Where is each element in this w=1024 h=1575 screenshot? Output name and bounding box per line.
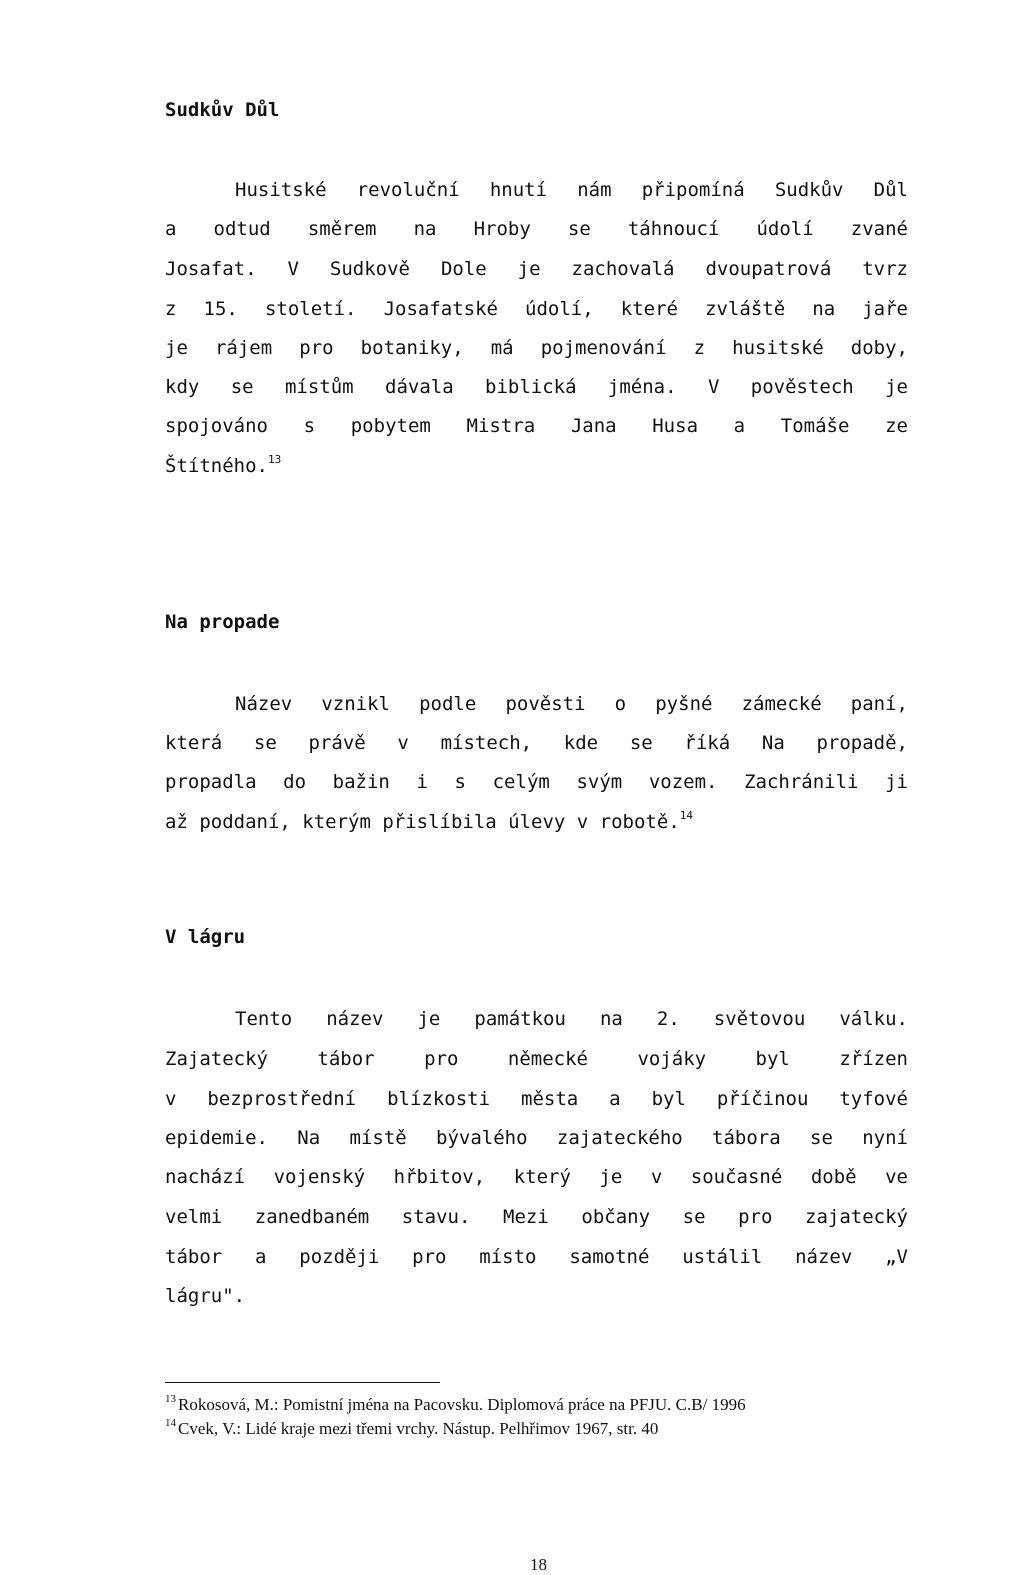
paragraph-line-text: Štítného. (165, 455, 268, 477)
paragraph-line-last (165, 454, 908, 478)
footnote-text: Cvek, V.: Lidé kraje mezi třemi vrchy. Nástup. Pelhřimov 1967, str. 40 (178, 1419, 659, 1438)
paragraph-line: propadla do bažin i s celým svým vozem. Zachránili ji (165, 771, 908, 793)
paragraph-line-last (165, 810, 908, 834)
footnote-13 (165, 1395, 746, 1415)
footnote-text: Rokosová, M.: Pomistní jména na Pacovsku. Diplomová práce na PFJU. C.B/ 1996 (178, 1395, 746, 1414)
footnote-separator (165, 1382, 440, 1383)
paragraph-line: z 15. století. Josafatské údolí, které zvláště na jaře (165, 298, 908, 320)
paragraph-line: a odtud směrem na Hroby se táhnoucí údolí zvané (165, 218, 908, 240)
paragraph-line: velmi zanedbaném stavu. Mezi občany se pro zajatecký (165, 1206, 908, 1228)
section-heading-v-lagru: V lágru (165, 926, 246, 948)
footnote-reference: 14 (679, 809, 694, 822)
paragraph-line: je rájem pro botaniky, má pojmenování z husitské doby, (165, 337, 908, 359)
footnote-reference: 13 (267, 453, 282, 466)
footnote-14 (165, 1419, 658, 1439)
paragraph-line: která se právě v místech, kde se říká Na propadě, (165, 732, 908, 754)
paragraph-line: epidemie. Na místě bývalého zajateckého tábora se nyní (165, 1127, 908, 1149)
footnote-number: 13 (165, 1393, 176, 1405)
paragraph-line: v bezprostřední blízkosti města a byl příčinou tyfové (165, 1088, 908, 1110)
section-heading-na-propade: Na propade (165, 611, 280, 633)
paragraph-line: spojováno s pobytem Mistra Jana Husa a Tomáše ze (165, 415, 908, 437)
paragraph-line-text: až poddaní, kterým přislíbila úlevy v robotě. (165, 811, 680, 833)
paragraph-line: tábor a později pro místo samotné ustálil název „V (165, 1246, 908, 1268)
paragraph-line: Josafat. V Sudkově Dole je zachovalá dvoupatrová tvrz (165, 258, 908, 280)
paragraph-line-last: lágru". (165, 1285, 246, 1307)
paragraph-line: Tento název je památkou na 2. světovou válku. (235, 1008, 908, 1030)
page-number: 18 (530, 1555, 547, 1574)
paragraph-line: nachází vojenský hřbitov, který je v současné době ve (165, 1166, 908, 1188)
paragraph-line: Název vznikl podle pověsti o pyšné zámecké paní, (235, 693, 908, 715)
paragraph-line: kdy se místům dávala biblická jména. V pověstech je (165, 376, 908, 398)
footnote-number: 14 (165, 1417, 176, 1429)
section-heading-sudkuv-dul: Sudkův Důl (165, 99, 280, 121)
paragraph-line: Zajatecký tábor pro německé vojáky byl zřízen (165, 1048, 908, 1070)
paragraph-line: Husitské revoluční hnutí nám připomíná Sudkův Důl (235, 179, 908, 201)
